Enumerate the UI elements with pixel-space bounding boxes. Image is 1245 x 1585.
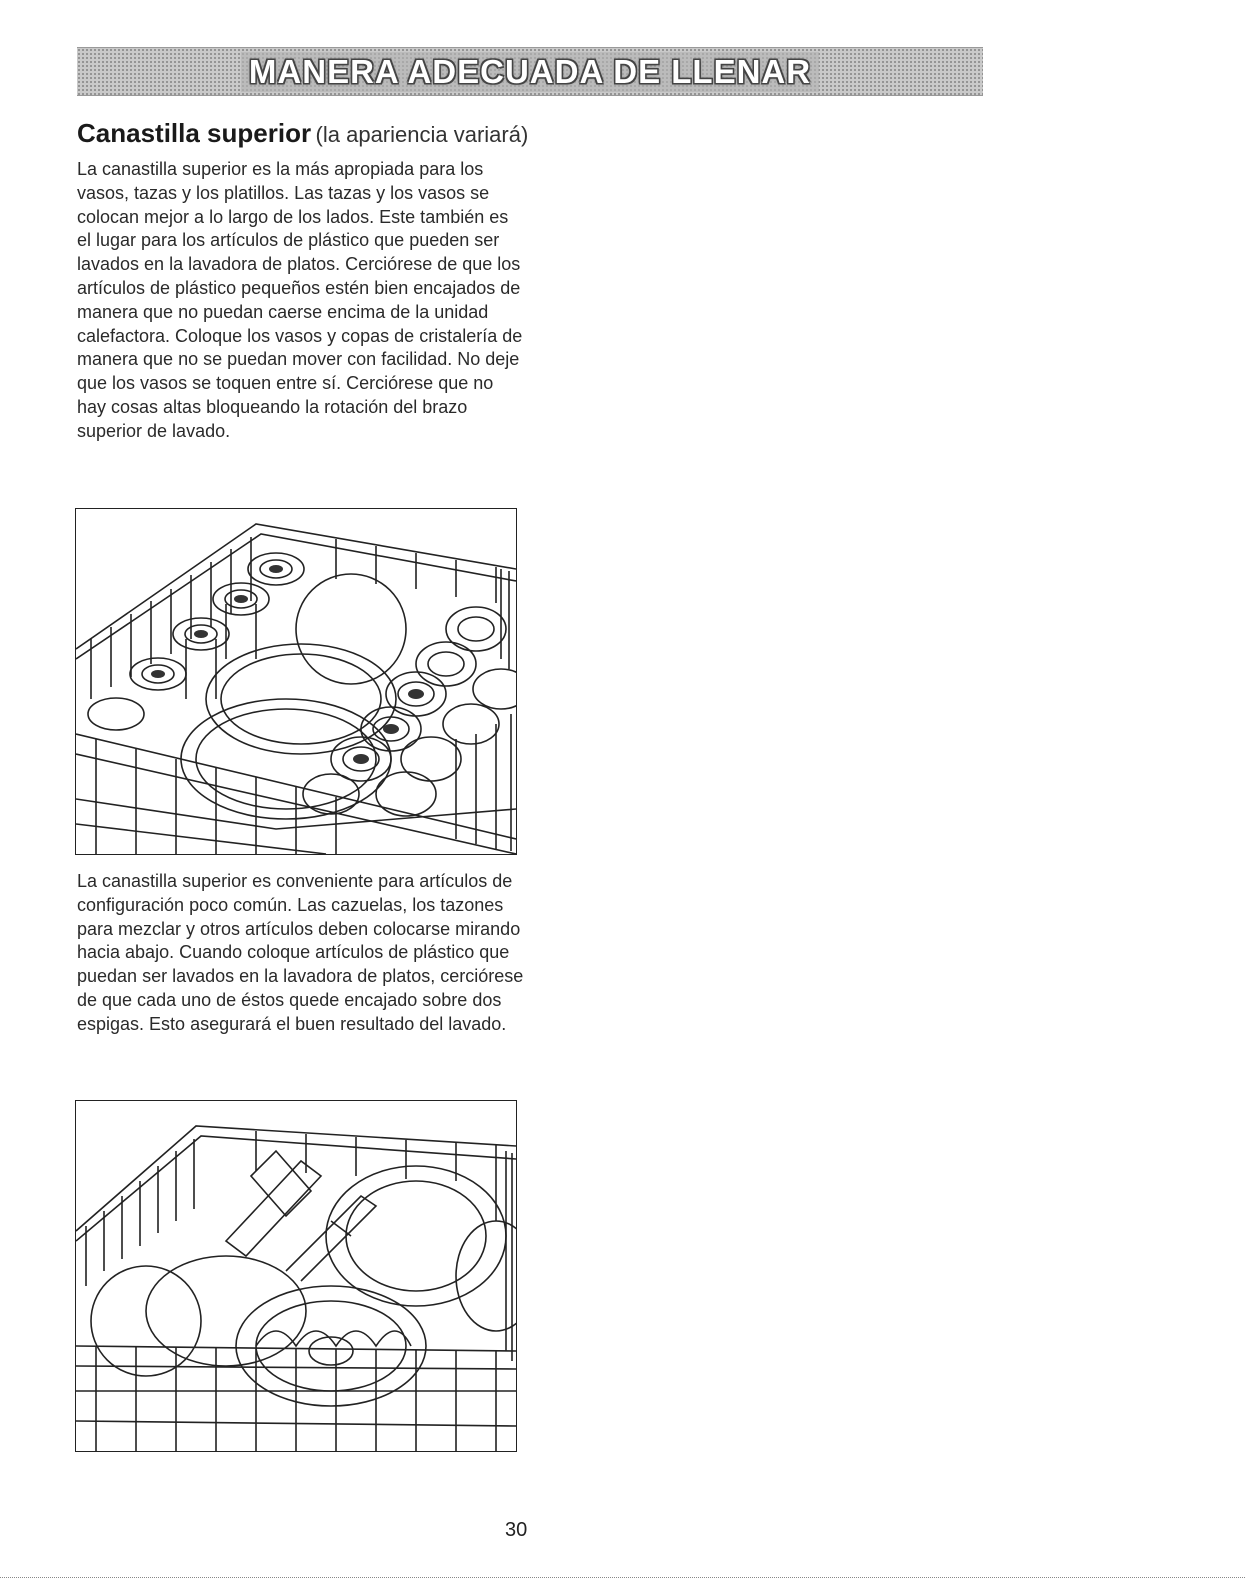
section-banner [77,47,983,96]
section-heading [77,118,528,149]
paragraph-upper-rack-uncommon-items: La canastilla superior es conveniente para artículos de configuración poco común. Las cazuelas, los tazones para mezclar y otros artículos deben colocarse mirando hacia abajo. Cuando coloque artículos de plástico que puedan ser lavados en la lavadora de platos, cerciórese de que cada uno de éstos quede encajado sobre dos espigas. Esto asegurará el buen resultado del lavado. [77,871,524,1034]
rack-glasses-drawing [76,509,516,854]
banner-title: MANERA ADECUADA DE LLENAR [241,52,819,92]
heading-note: (la apariencia variará) [315,122,529,147]
heading-title: Canastilla superior [77,118,312,148]
rack-bowls-drawing [76,1101,516,1451]
paragraph-upper-rack-intro: La canastilla superior es la más apropiada para los vasos, tazas y los platillos. Las tazas y los vasos se colocan mejor a lo largo de los lados. Este también es el lugar para los artículos de plástico que pueden ser lavados en la lavadora de platos. Cerciórese de que los artículos de plástico pequeños estén bien encajados de manera que no puedan caerse encima de la unidad calefactora. Coloque los vasos y copas de cristalería de manera que no se puedan mover con facilidad. No deje que los vasos se toquen entre sí. Cerciórese que no hay cosas altas bloqueando la rotación del brazo superior de lavado. [77,159,523,441]
bottom-divider [0,1577,1245,1578]
page-number: 30 [505,1519,528,1541]
upper-rack-bowls-illustration [75,1100,517,1452]
upper-rack-glasses-illustration [75,508,517,855]
